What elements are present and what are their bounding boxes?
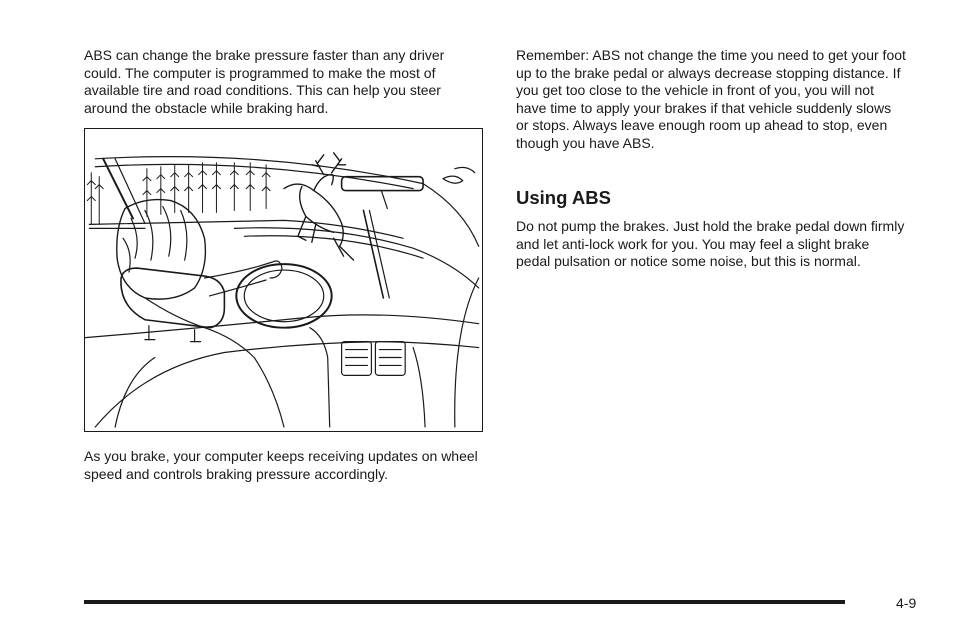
remember-paragraph: Remember: ABS not change the time you need to get your foot up to the brake pedal or always decrease stopping distance. If you get too close to the vehicle in front of you, you will not have time to apply your brakes if that vehicle suddenly slows or stops. Always leave enough room up ahead to stop, even though you have ABS. (516, 47, 906, 151)
braking-updates-paragraph: As you brake, your computer keeps receiving updates on wheel speed and controls braking pressure accordingly. (84, 448, 478, 482)
intro-paragraph: ABS can change the brake pressure faster than any driver could. The computer is programmed to make the most of available tire and road conditions. This can help you steer around the obstacle while braking hard. (84, 47, 445, 116)
illustration-driver-braking-for-deer (84, 128, 483, 432)
using-abs-paragraph: Do not pump the brakes. Just hold the brake pedal down firmly and let anti-lock work for you. You may feel a slight brake pedal pulsation or notice some noise, but this is normal. (516, 218, 905, 270)
footer-rule (84, 600, 845, 604)
page-number: 4-9 (896, 595, 917, 611)
section-heading-using-abs: Using ABS (516, 187, 611, 208)
